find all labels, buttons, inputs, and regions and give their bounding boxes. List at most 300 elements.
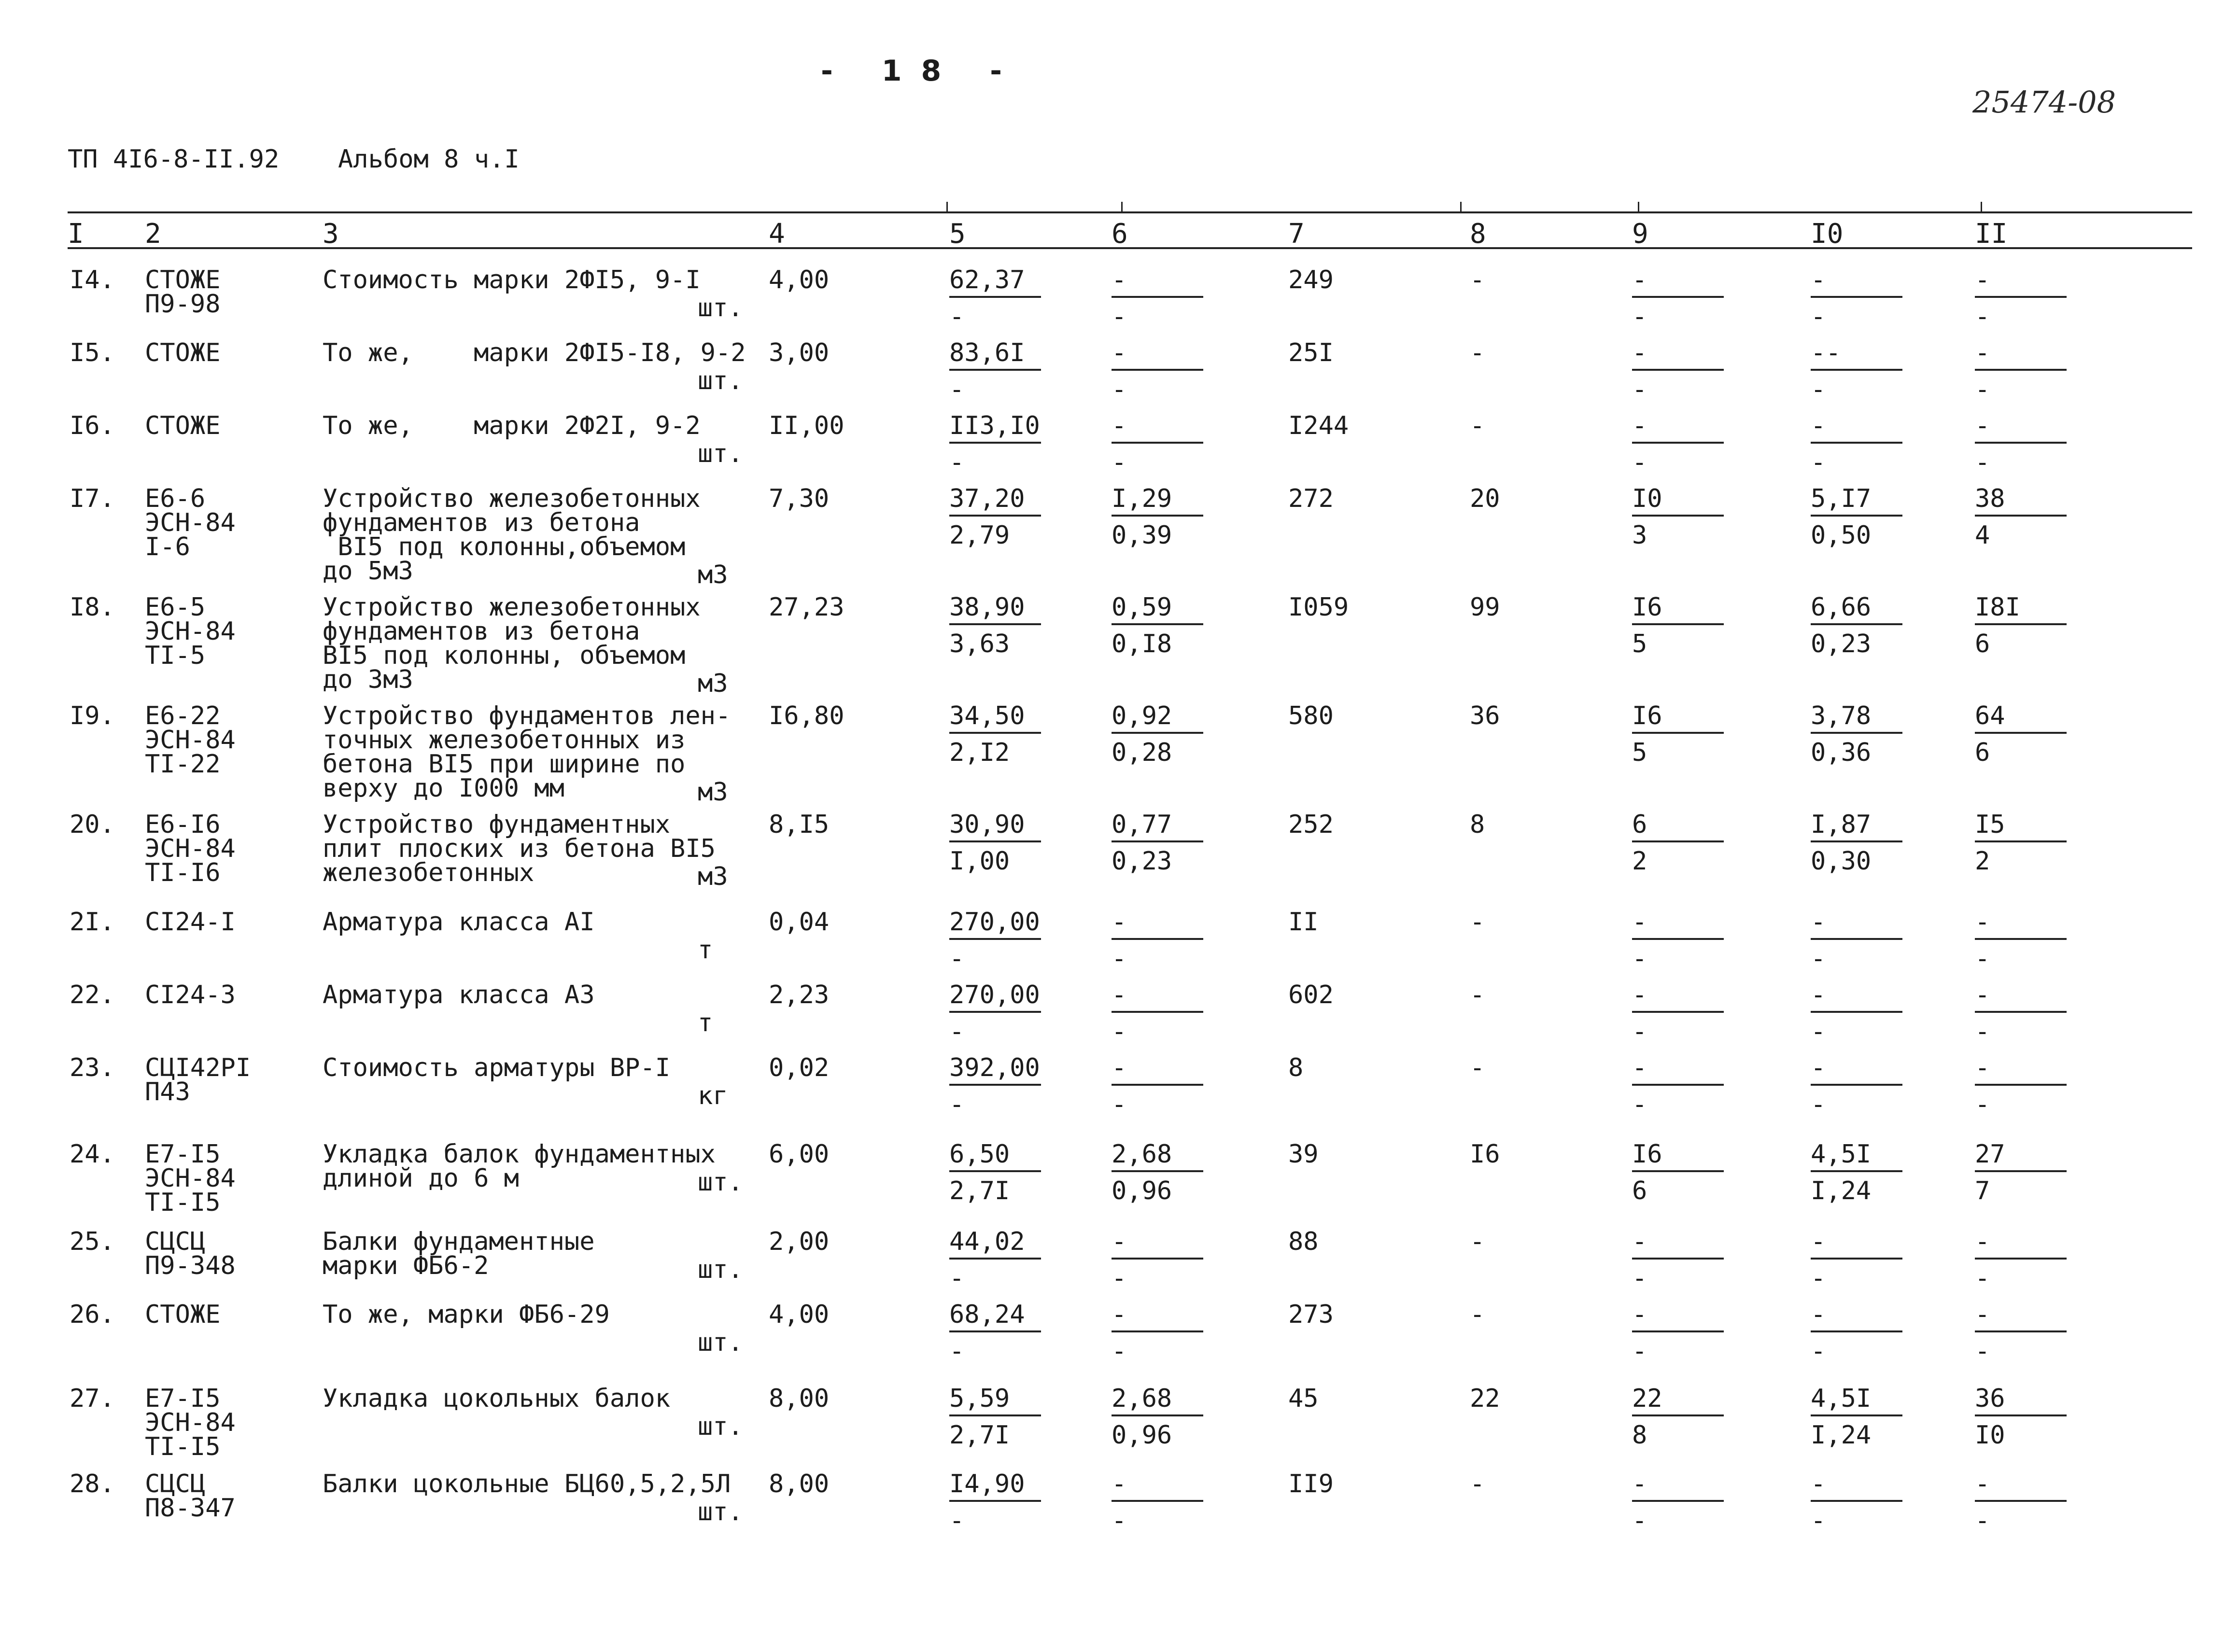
labor-value-bottom: -	[1632, 1264, 1647, 1293]
labor-per-unit	[1811, 910, 1902, 974]
total-cost: 39	[1288, 1140, 1319, 1169]
total-cost: II9	[1288, 1470, 1334, 1498]
unit-of-measure: шт.	[698, 439, 743, 468]
labor-total-bottom: -	[1975, 1264, 1990, 1293]
labor-value	[1632, 910, 1724, 974]
labor-per-unit-top: -	[1811, 908, 1826, 937]
total-machine-cost: 20	[1470, 484, 1500, 513]
total-machine-cost: 36	[1470, 701, 1500, 730]
labor-per-unit-top: 5,I7	[1811, 484, 1872, 513]
labor-value	[1632, 484, 1724, 550]
unit-cost-bottom: 3,63	[949, 630, 1010, 658]
norm-code: Е7-I5 ЭСН-84 ТI-I5	[145, 1140, 236, 1217]
labor-per-unit-bottom: -	[1811, 1017, 1826, 1046]
labor-per-unit-bottom: I,24	[1811, 1421, 1872, 1450]
unit-cost-bottom: -	[949, 1264, 965, 1293]
total-machine-cost: 8	[1470, 810, 1485, 839]
unit-cost-bottom: -	[949, 1337, 965, 1366]
norm-code: Е6-I6 ЭСН-84 ТI-I6	[145, 810, 236, 887]
labor-per-unit-top: -	[1811, 1300, 1826, 1329]
quantity: 0,04	[769, 908, 830, 937]
labor-total-bottom: -	[1975, 302, 1990, 331]
column-tick	[1638, 202, 1639, 211]
labor-value	[1632, 1053, 1724, 1120]
quantity: 0,02	[769, 1053, 830, 1082]
labor-per-unit-bottom: -	[1811, 302, 1826, 331]
labor-total-bottom: 4	[1975, 521, 1990, 550]
unit-cost-bottom: 2,79	[949, 521, 1010, 550]
labor-total-bottom: 6	[1975, 630, 1990, 658]
unit-cost-top: 68,24	[949, 1300, 1025, 1329]
labor-per-unit	[1811, 595, 1902, 659]
total-cost: I059	[1288, 593, 1349, 622]
machine-cost-top: -	[1112, 1053, 1127, 1082]
labor-value	[1632, 338, 1724, 405]
unit-cost	[949, 411, 1041, 477]
unit-cost-top: 270,00	[949, 980, 1040, 1009]
machine-cost-top: -	[1112, 1470, 1127, 1498]
labor-total-top: -	[1975, 266, 1990, 294]
unit-cost-top: 6,50	[949, 1140, 1010, 1169]
labor-total	[1975, 1227, 2067, 1293]
total-cost: 602	[1288, 980, 1334, 1009]
work-description: Арматура класса АI	[323, 908, 595, 937]
unit-cost-top: II3,I0	[949, 411, 1040, 440]
norm-code: СТОЖЕ	[145, 411, 221, 440]
labor-value-top: -	[1632, 980, 1647, 1009]
unit-cost	[949, 812, 1041, 876]
machine-cost-top: 0,59	[1112, 593, 1172, 622]
unit-cost-top: 62,37	[949, 266, 1025, 294]
row-number: 20.	[70, 810, 115, 839]
labor-per-unit	[1811, 268, 1902, 332]
work-description: То же, марки ФБ6-29	[323, 1300, 610, 1329]
machine-cost	[1112, 1227, 1203, 1293]
labor-per-unit-bottom: 0,30	[1811, 847, 1872, 876]
machine-cost	[1112, 1386, 1203, 1450]
norm-code: СТОЖЕ П9-98	[145, 266, 221, 319]
column-tick	[1981, 202, 1982, 211]
header-bottom-rule	[68, 247, 2192, 249]
labor-per-unit-bottom: -	[1811, 944, 1826, 973]
labor-total	[1975, 484, 2067, 550]
column-header: 5	[949, 218, 966, 250]
machine-cost-bottom: -	[1112, 1090, 1127, 1119]
machine-cost	[1112, 1142, 1203, 1206]
norm-code: СЦСЦ П9-348	[145, 1227, 236, 1280]
row-number: I6.	[70, 411, 115, 440]
labor-value-top: -	[1632, 1300, 1647, 1329]
unit-cost	[949, 595, 1041, 659]
unit-cost	[949, 701, 1041, 768]
machine-cost-bottom: 0,96	[1112, 1176, 1172, 1205]
unit-cost-bottom: -	[949, 375, 965, 404]
labor-total-top: I8I	[1975, 593, 2020, 622]
labor-total	[1975, 268, 2067, 332]
quantity: 4,00	[769, 1300, 830, 1329]
unit-of-measure: т	[698, 936, 713, 965]
labor-total-top: -	[1975, 1053, 1990, 1082]
quantity: II,00	[769, 411, 845, 440]
labor-total-top: -	[1975, 1470, 1990, 1498]
labor-total-top: -	[1975, 980, 1990, 1009]
machine-cost-bottom: -	[1112, 302, 1127, 331]
machine-cost-bottom: -	[1112, 375, 1127, 404]
labor-value-top: 6	[1632, 810, 1647, 839]
labor-value-bottom: 5	[1632, 738, 1647, 767]
machine-cost-top: 2,68	[1112, 1140, 1172, 1169]
machine-cost	[1112, 980, 1203, 1047]
labor-per-unit	[1811, 980, 1902, 1047]
labor-total	[1975, 338, 2067, 405]
unit-cost-bottom: -	[949, 1090, 965, 1119]
labor-value	[1632, 1386, 1724, 1450]
labor-per-unit	[1811, 484, 1902, 550]
work-description: Арматура класса А3	[323, 980, 595, 1009]
unit-of-measure: шт.	[698, 1255, 743, 1284]
norm-code: СТОЖЕ	[145, 338, 221, 367]
labor-total-bottom: -	[1975, 1506, 1990, 1535]
total-cost: 249	[1288, 266, 1334, 294]
labor-per-unit-bottom: -	[1811, 375, 1826, 404]
unit-cost-top: 30,90	[949, 810, 1025, 839]
labor-per-unit	[1811, 701, 1902, 768]
machine-cost-top: 2,68	[1112, 1384, 1172, 1413]
total-cost: 8	[1288, 1053, 1304, 1082]
labor-per-unit-top: -	[1811, 1470, 1826, 1498]
row-number: I7.	[70, 484, 115, 513]
labor-value-bottom: -	[1632, 1017, 1647, 1046]
machine-cost	[1112, 812, 1203, 876]
machine-cost-bottom: 0,23	[1112, 847, 1172, 876]
total-machine-cost: I6	[1470, 1140, 1500, 1169]
work-description: Устройство железобетонных фундаментов из бетона ВI5 под колонны, объемом до 3м3	[323, 593, 701, 694]
column-header: I	[68, 218, 84, 250]
unit-of-measure: шт.	[698, 366, 743, 395]
labor-total-bottom: 7	[1975, 1176, 1990, 1205]
unit-of-measure: м3	[698, 560, 728, 589]
labor-total	[1975, 701, 2067, 768]
row-number: 24.	[70, 1140, 115, 1169]
unit-cost	[949, 1142, 1041, 1206]
row-number: 22.	[70, 980, 115, 1009]
labor-value-bottom: -	[1632, 1506, 1647, 1535]
column-header: 2	[145, 218, 161, 250]
labor-total	[1975, 910, 2067, 974]
unit-of-measure: шт.	[698, 1498, 743, 1526]
quantity: 8,I5	[769, 810, 830, 839]
labor-total	[1975, 1302, 2067, 1366]
labor-value-bottom: -	[1632, 448, 1647, 477]
machine-cost-bottom: 0,I8	[1112, 630, 1172, 658]
unit-cost-top: 44,02	[949, 1227, 1025, 1256]
labor-total-top: 64	[1975, 701, 2005, 730]
work-description: Стоимость марки 2ФI5, 9-I	[323, 266, 701, 294]
unit-cost	[949, 1053, 1041, 1120]
labor-value-bottom: 6	[1632, 1176, 1647, 1205]
labor-per-unit	[1811, 1386, 1902, 1450]
labor-per-unit-bottom: -	[1811, 1264, 1826, 1293]
unit-cost-bottom: -	[949, 448, 965, 477]
column-header: 4	[769, 218, 785, 250]
labor-value	[1632, 701, 1724, 768]
column-header: 6	[1112, 218, 1128, 250]
unit-cost-top: 392,00	[949, 1053, 1040, 1082]
unit-cost-top: 83,6I	[949, 338, 1025, 367]
labor-total-top: I5	[1975, 810, 2005, 839]
labor-total-bottom: -	[1975, 448, 1990, 477]
labor-value-top: I6	[1632, 701, 1662, 730]
labor-total	[1975, 1053, 2067, 1120]
machine-cost	[1112, 910, 1203, 974]
norm-code: СI24-I	[145, 908, 236, 937]
labor-total	[1975, 595, 2067, 659]
quantity: 2,23	[769, 980, 830, 1009]
labor-total-top: -	[1975, 1227, 1990, 1256]
total-machine-cost: -	[1470, 411, 1485, 440]
labor-value-bottom: -	[1632, 944, 1647, 973]
total-machine-cost: 22	[1470, 1384, 1500, 1413]
machine-cost	[1112, 1472, 1203, 1536]
labor-per-unit-bottom: 0,50	[1811, 521, 1872, 550]
labor-per-unit	[1811, 338, 1902, 405]
machine-cost-bottom: -	[1112, 1264, 1127, 1293]
unit-cost-top: I4,90	[949, 1470, 1025, 1498]
norm-code: Е6-5 ЭСН-84 ТI-5	[145, 593, 236, 670]
total-cost: 45	[1288, 1384, 1319, 1413]
labor-total-top: -	[1975, 338, 1990, 367]
total-machine-cost: -	[1470, 338, 1485, 367]
work-description: Балки фундаментные марки ФБ6-2	[323, 1227, 595, 1280]
labor-total-bottom: -	[1975, 1017, 1990, 1046]
labor-per-unit-top: 4,5I	[1811, 1140, 1872, 1169]
labor-value-bottom: 5	[1632, 630, 1647, 658]
labor-value-top: -	[1632, 338, 1647, 367]
unit-of-measure: т	[698, 1008, 713, 1037]
norm-code: Е6-22 ЭСН-84 ТI-22	[145, 701, 236, 779]
labor-total-top: 27	[1975, 1140, 2005, 1169]
work-description: То же, марки 2ФI5-I8, 9-2	[323, 338, 746, 367]
machine-cost-top: 0,92	[1112, 701, 1172, 730]
labor-value	[1632, 1227, 1724, 1293]
norm-code: СТОЖЕ	[145, 1300, 221, 1329]
labor-value-bottom: -	[1632, 375, 1647, 404]
labor-value-bottom: -	[1632, 1337, 1647, 1366]
labor-value-bottom: 2	[1632, 847, 1647, 876]
machine-cost-top: -	[1112, 1300, 1127, 1329]
total-machine-cost: -	[1470, 908, 1485, 937]
labor-per-unit-top: 3,78	[1811, 701, 1872, 730]
unit-cost-bottom: I,00	[949, 847, 1010, 876]
machine-cost-bottom: -	[1112, 1506, 1127, 1535]
row-number: I4.	[70, 266, 115, 294]
unit-of-measure: кг	[698, 1081, 728, 1110]
machine-cost-bottom: -	[1112, 1337, 1127, 1366]
unit-cost-top: 34,50	[949, 701, 1025, 730]
unit-cost-bottom: -	[949, 1017, 965, 1046]
total-machine-cost: -	[1470, 1300, 1485, 1329]
labor-total-bottom: -	[1975, 375, 1990, 404]
table-top-rule	[68, 211, 2192, 213]
unit-cost-top: 38,90	[949, 593, 1025, 622]
total-machine-cost: 99	[1470, 593, 1500, 622]
labor-value-top: -	[1632, 1470, 1647, 1498]
machine-cost	[1112, 484, 1203, 550]
machine-cost	[1112, 1053, 1203, 1120]
column-tick	[1121, 202, 1123, 211]
total-cost: 252	[1288, 810, 1334, 839]
unit-cost	[949, 1302, 1041, 1366]
total-cost: 25I	[1288, 338, 1334, 367]
work-description: Устройство фундаментов лен- точных железобетонных из бетона ВI5 при ширине по верху до I000 мм	[323, 701, 731, 803]
column-header: 8	[1470, 218, 1486, 250]
labor-per-unit-top: -	[1811, 1227, 1826, 1256]
machine-cost-top: -	[1112, 338, 1127, 367]
labor-value-bottom: 3	[1632, 521, 1647, 550]
labor-value-top: -	[1632, 908, 1647, 937]
unit-cost-bottom: -	[949, 302, 965, 331]
unit-cost-bottom: 2,7I	[949, 1176, 1010, 1205]
labor-per-unit	[1811, 1472, 1902, 1536]
unit-cost	[949, 980, 1041, 1047]
unit-cost-bottom: 2,7I	[949, 1421, 1010, 1450]
column-tick	[1460, 202, 1462, 211]
machine-cost-top: 0,77	[1112, 810, 1172, 839]
unit-of-measure: шт.	[698, 1412, 743, 1441]
labor-value-top: -	[1632, 266, 1647, 294]
norm-code: СЦI42РI П43	[145, 1053, 251, 1106]
machine-cost-bottom: -	[1112, 944, 1127, 973]
work-description: Стоимость арматуры ВР-I	[323, 1053, 671, 1082]
labor-per-unit-bottom: 0,23	[1811, 630, 1872, 658]
row-number: 27.	[70, 1384, 115, 1413]
machine-cost-top: -	[1112, 908, 1127, 937]
work-description: То же, марки 2Ф2I, 9-2	[323, 411, 701, 440]
total-machine-cost: -	[1470, 1053, 1485, 1082]
labor-value-bottom: -	[1632, 1090, 1647, 1119]
labor-per-unit-top: 4,5I	[1811, 1384, 1872, 1413]
machine-cost-top: I,29	[1112, 484, 1172, 513]
labor-per-unit-bottom: -	[1811, 1337, 1826, 1366]
labor-value-top: -	[1632, 1227, 1647, 1256]
labor-value	[1632, 980, 1724, 1047]
machine-cost-top: -	[1112, 980, 1127, 1009]
total-cost: 580	[1288, 701, 1334, 730]
total-cost: 88	[1288, 1227, 1319, 1256]
column-header: II	[1975, 218, 2008, 250]
labor-value-top: I0	[1632, 484, 1662, 513]
unit-cost	[949, 910, 1041, 974]
labor-per-unit-bottom: -	[1811, 1090, 1826, 1119]
labor-value-bottom: -	[1632, 302, 1647, 331]
unit-cost-top: 5,59	[949, 1384, 1010, 1413]
machine-cost-top: -	[1112, 1227, 1127, 1256]
norm-code: СЦСЦ П8-347	[145, 1470, 236, 1523]
work-description: Укладка балок фундаментных длиной до 6 м	[323, 1140, 716, 1193]
column-header: 7	[1288, 218, 1305, 250]
labor-value	[1632, 1472, 1724, 1536]
machine-cost-bottom: 0,39	[1112, 521, 1172, 550]
machine-cost-bottom: -	[1112, 448, 1127, 477]
labor-total-bottom: I0	[1975, 1421, 2005, 1450]
labor-per-unit-top: 6,66	[1811, 593, 1872, 622]
labor-per-unit-top: -	[1811, 411, 1826, 440]
labor-value-top: -	[1632, 411, 1647, 440]
unit-cost	[949, 338, 1041, 405]
labor-per-unit	[1811, 812, 1902, 876]
quantity: 6,00	[769, 1140, 830, 1169]
labor-total-top: 38	[1975, 484, 2005, 513]
quantity: 3,00	[769, 338, 830, 367]
machine-cost-top: -	[1112, 266, 1127, 294]
row-number: 23.	[70, 1053, 115, 1082]
total-machine-cost: -	[1470, 980, 1485, 1009]
handwritten-stamp: 25474-08	[1972, 84, 2116, 120]
quantity: I6,80	[769, 701, 845, 730]
unit-cost	[949, 1227, 1041, 1293]
labor-total-bottom: 6	[1975, 738, 1990, 767]
machine-cost-top: -	[1112, 411, 1127, 440]
labor-per-unit	[1811, 1302, 1902, 1366]
labor-total-bottom: -	[1975, 944, 1990, 973]
machine-cost-bottom: -	[1112, 1017, 1127, 1046]
labor-per-unit	[1811, 1053, 1902, 1120]
unit-cost-bottom: -	[949, 1506, 965, 1535]
labor-value	[1632, 1142, 1724, 1206]
norm-code: СI24-3	[145, 980, 236, 1009]
row-number: 26.	[70, 1300, 115, 1329]
labor-total	[1975, 980, 2067, 1047]
row-number: 2I.	[70, 908, 115, 937]
page-number: - 18 -	[821, 54, 1022, 88]
unit-of-measure: м3	[698, 862, 728, 891]
labor-per-unit	[1811, 1142, 1902, 1206]
labor-total-top: -	[1975, 1300, 1990, 1329]
norm-code: Е7-I5 ЭСН-84 ТI-I5	[145, 1384, 236, 1461]
quantity: 4,00	[769, 266, 830, 294]
labor-per-unit-top: -	[1811, 266, 1826, 294]
total-cost: 273	[1288, 1300, 1334, 1329]
labor-total	[1975, 1142, 2067, 1206]
unit-cost	[949, 268, 1041, 332]
machine-cost	[1112, 595, 1203, 659]
labor-total	[1975, 812, 2067, 876]
unit-cost	[949, 1386, 1041, 1450]
column-header: 9	[1632, 218, 1648, 250]
unit-of-measure: шт.	[698, 1168, 743, 1197]
work-description: Укладка цокольных балок	[323, 1384, 671, 1413]
unit-cost-bottom: 2,I2	[949, 738, 1010, 767]
labor-value	[1632, 1302, 1724, 1366]
labor-value-top: I6	[1632, 1140, 1662, 1169]
unit-cost-top: 37,20	[949, 484, 1025, 513]
machine-cost	[1112, 268, 1203, 332]
labor-per-unit-bottom: 0,36	[1811, 738, 1872, 767]
work-description: Балки цокольные БЦ60,5,2,5Л	[323, 1470, 731, 1498]
quantity: 7,30	[769, 484, 830, 513]
labor-per-unit-top: --	[1811, 338, 1841, 367]
machine-cost-bottom: 0,28	[1112, 738, 1172, 767]
total-machine-cost: -	[1470, 1227, 1485, 1256]
unit-cost	[949, 1472, 1041, 1536]
labor-total-top: -	[1975, 908, 1990, 937]
total-cost: I244	[1288, 411, 1349, 440]
unit-cost-bottom: -	[949, 944, 965, 973]
labor-per-unit-top: I,87	[1811, 810, 1872, 839]
machine-cost	[1112, 338, 1203, 405]
machine-cost	[1112, 1302, 1203, 1366]
labor-value-bottom: 8	[1632, 1421, 1647, 1450]
